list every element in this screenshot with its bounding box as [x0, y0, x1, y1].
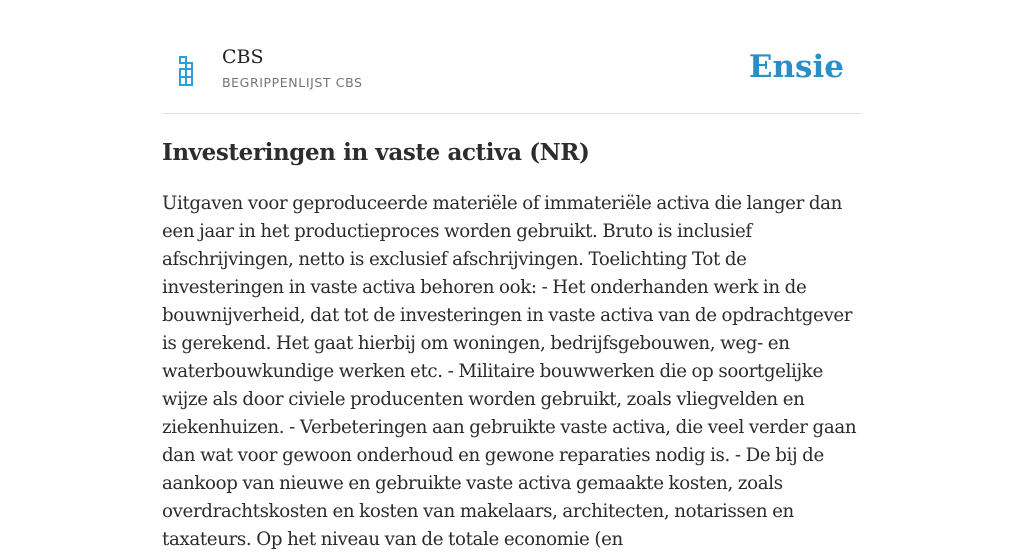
source-subtitle[interactable]: BEGRIPPENLIJST CBS	[222, 75, 363, 90]
ensie-brand-logo[interactable]: Ensie	[748, 49, 844, 85]
header-divider	[162, 113, 862, 114]
header	[162, 36, 862, 113]
source-name[interactable]: CBS	[222, 46, 264, 68]
cbs-logo-icon[interactable]	[174, 56, 198, 86]
entry-definition: Uitgaven voor geproduceerde materiële of immateriële activa die langer dan een jaar in het productieproces worden gebruikt. Bruto is inclusief afschrijvingen, netto is exclusief afschrijvingen. Toelichting Tot de investeringen in vaste activa behoren ook: - Het onderhanden werk in de bouwnijverheid, dat tot de investeringen in vaste activa van de opdrachtgever is gerekend. Het gaat hierbij om woningen, bedrijfsgebouwen, weg- en waterbouwkundige werken etc. - Militaire bouwwerken die op soortgelijke wijze als door civiele producenten worden gebruikt, zoals vliegvelden en ziekenhuizen. - Verbeteringen aan gebruikte vaste activa, die veel verder gaan dan wat voor gewoon onderhoud en gewone reparaties nodig is. - De bij de aankoop van nieuwe en gebruikte vaste activa gemaakte kosten, zoals overdrachtskosten en kosten van makelaars, architecten, notarissen en taxateurs. Op het niveau van de totale economie (en	[162, 193, 857, 550]
entry-title: Investeringen in vaste activa (NR)	[162, 139, 590, 166]
document-page	[162, 0, 862, 550]
